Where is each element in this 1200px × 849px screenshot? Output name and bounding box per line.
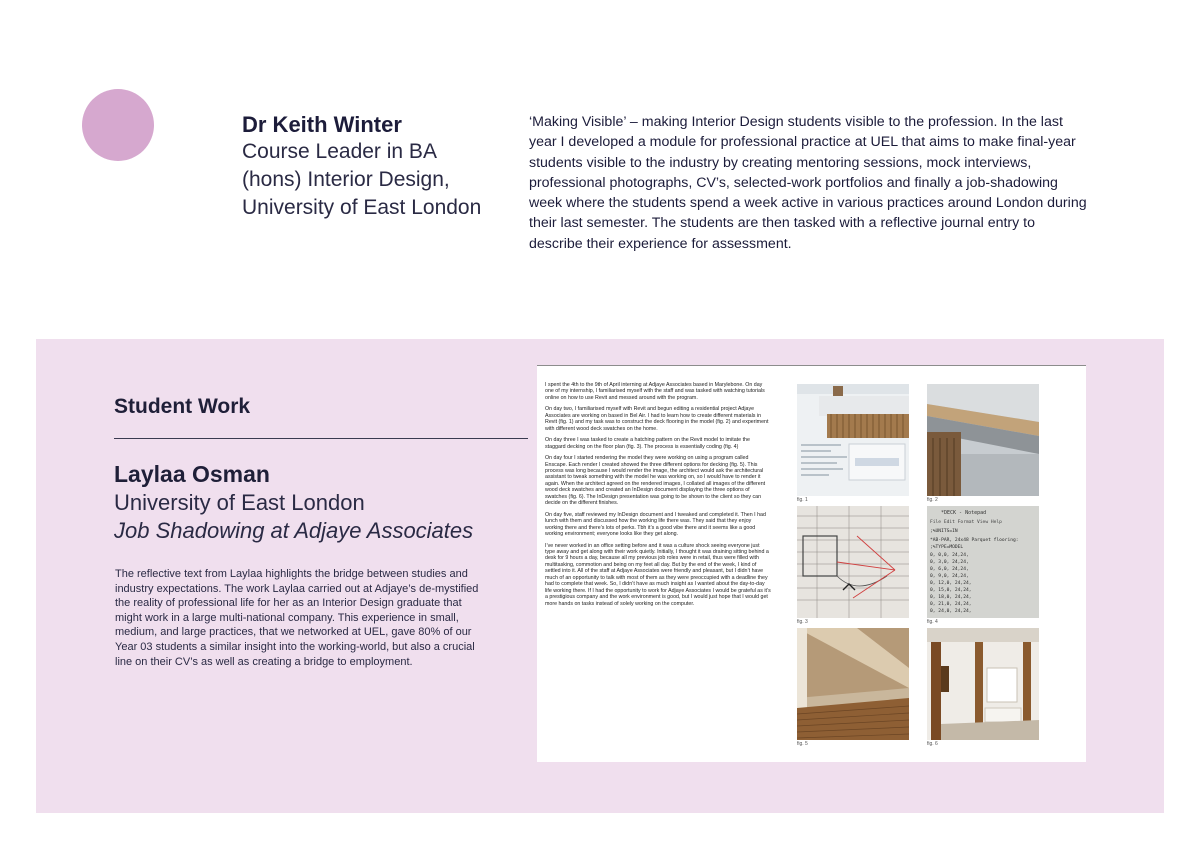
figure-notepad-code [927,506,1039,618]
figure-caption: fig. 1 [797,497,808,503]
notepad-line: 0, 3,0, 24,24, [930,560,969,565]
student-description: The reflective text from Laylaa highlights the bridge between studies and industry expectations. The work Laylaa carried out at Adjaye’s de-mystified the reality of professional life for her as an Interior Design graduate that might work in a large multi-national company. This experience in small, medium, and large practices, that we networked at UEL, gave 80% of our Year 03 students a similar insight into the working-world, but also a crucial line on their CV’s as well as creating a bridge to employment. [115,568,479,668]
figure-caption: fig. 5 [797,741,808,747]
notepad-line: 0, 6,0, 24,24, [930,567,969,572]
figure-3-image [797,506,909,618]
author-role-line: (hons) Interior Design, [242,168,450,191]
notepad-line: 0, 18,0, 24,24, [930,595,972,600]
journal-text [545,382,771,612]
figure-revit-materials [797,384,909,496]
journal-paragraph: On day four I started rendering the model they were working on using a program called Enscape. Each render I created showed the three different options for decking (fig. 5). This process was long because I would render the image, the architect would ask the architectural assistant to tweak something with the model he was working on, so I would have to render it again. When the architect agreed on the rendered images, I collated all images of the different wood deck swatches and created an InDesign document displaying the three options of swatches (fig. 6). The InDesign presentation was going to be shown to the client so they can decide on the different finishes. [545,455,766,507]
notepad-line: 0, 24,0, 24,24, [930,609,972,614]
intro-paragraph: ‘Making Visible’ – making Interior Design students visible to the profession. In the last year I developed a module for professional practice at UEL that aims to make final-year students visible to the industry by creating mentoring sessions, mock interviews, professional photographs, CV’s, selected-work portfolios and finally a job-shadowing week where the students spend a week active in various practices around London during their last semester. The students are then tasked with a reflective journal entry to describe their experience for assessment. [529,114,1087,252]
figure-presentation-render [927,628,1039,740]
section-title: Student Work [114,395,251,418]
notepad-line: 0, 12,0, 24,24, [930,581,972,586]
figure-2-image [927,384,1039,496]
journal-paragraph: I’ve never worked in an office setting before and it was a culture shock seeing everyone just type away and get along with their work quietly. Initially, I thought it was draining sitting behind a desk for 9 hours a day, because all my previous job roles were in retail, thus were filled with multitasking, commotion and being on my feet all day. But by the end of the week, I kind of settled into it. All of the staff at Adjaye Associates were friendly and pleasant, but I didn’t have much of an opportunity to talk with most of them as they were preoccupied with a deadline they had to complete that week. So, I didn’t have as much insight as I wanted about the day-to-day life working there. If I had the opportunity to work for Adjaye Associates I would be grateful as it’s a prestigious company and the work environment is good, but I would just hope that I would get more hands on tasks instead of solely working on the computer. [545,542,771,607]
divider [114,438,528,439]
notepad-line: ;%UNITS=IN [930,529,958,534]
journal-page [537,365,1086,762]
journal-paragraph: I spent the 4th to the 9th of April interning at Adjaye Associates based in Marylebone. On day one of my internship, I familiarised myself with the staff and was tasked with watching tutorials online on how to use Revit and messed around with the program. [545,382,765,401]
figure-render-deck [797,628,909,740]
notepad-line: 0, 15,0, 24,24, [930,588,972,593]
figure-6-image [927,628,1039,740]
author-name: Dr Keith Winter [242,112,402,137]
notepad-line: 0, 9,0, 24,24, [930,574,969,579]
journal-paragraph: On day two, I familiarised myself with Revit and begun editing a residential project Adjaye Associates are working on based in Bel Air. I had to learn how to create different materials in Revit (fig. 1) and my task was to construct the deck flooring in the model (fig. 2) and experiment with different wood deck swatches on the home. [545,406,769,432]
journal-paragraph: On day three I was tasked to create a hatching pattern on the Revit model to imitate the staggard decking on the floor plan (fig. 3). The process is essentially coding (fig. 4) [545,437,750,450]
student-project-title: Job Shadowing at Adjaye Associates [114,518,474,543]
author-role-line: University of East London [242,196,482,219]
author-role-line: Course Leader in BA [242,140,437,163]
figure-1-image [797,384,909,496]
notepad-menu: File Edit Format View Help [930,520,1002,525]
figure-caption: fig. 4 [927,619,938,625]
notepad-line: 0, 21,0, 24,24, [930,602,972,607]
figure-deck-model [927,384,1039,496]
notepad-line: *AB-PAR, 24x48 Parquet flooring: [930,538,1019,543]
student-name: Laylaa Osman [114,461,270,487]
figure-caption: fig. 3 [797,619,808,625]
figure-floor-plan [797,506,909,618]
figure-caption: fig. 2 [927,497,938,503]
notepad-line: 0, 0,0, 24,24, [930,553,969,558]
decorative-circle [82,89,154,161]
figure-5-image [797,628,909,740]
notepad-line: ;%TYPE=MODEL [930,545,964,550]
figure-4-image [927,506,1039,618]
journal-paragraph: On day five, staff reviewed my InDesign document and I tweaked and completed it. Then I had lunch with them and discussed how the working life there was. They said that they enjoy working there and there’s lots of perks. Tbh it’s a good vibe there and it seems like a good working environment; everyone looks like they get along. [545,511,766,538]
figure-caption: fig. 6 [927,741,938,747]
student-university: University of East London [114,490,365,515]
notepad-title: *DECK - Notepad [941,510,987,516]
author-block [242,111,512,222]
